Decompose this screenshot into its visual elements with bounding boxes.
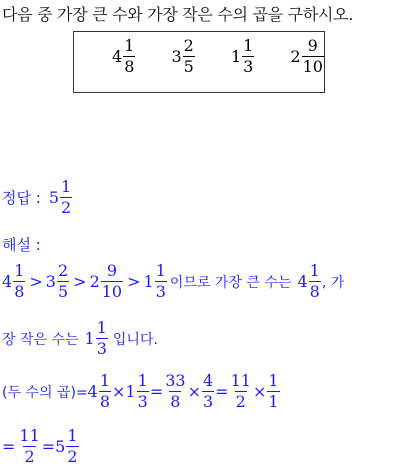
number-1-whole: 4 bbox=[112, 47, 123, 66]
number-2 bbox=[171, 38, 195, 75]
line1-text: 이므로 가장 큰 수는 bbox=[169, 274, 292, 291]
line3-a bbox=[88, 373, 112, 410]
line2-pre: 장 작은 수는 bbox=[2, 331, 79, 348]
whole-number: 5 bbox=[55, 437, 66, 456]
whole-number: 2 bbox=[89, 272, 100, 291]
fraction-denominator: 3 bbox=[202, 392, 214, 411]
fraction bbox=[309, 263, 321, 300]
line4-h bbox=[55, 428, 79, 465]
fraction-numerator: 1 bbox=[137, 371, 148, 390]
line1-n5 bbox=[297, 263, 321, 300]
fraction-denominator: 8 bbox=[14, 282, 25, 301]
whole-number: 4 bbox=[297, 272, 308, 291]
fraction-numerator: 1 bbox=[309, 261, 320, 280]
whole-number: 1 bbox=[84, 329, 95, 348]
whole-number: 4 bbox=[87, 382, 98, 401]
fraction-denominator: 3 bbox=[137, 392, 148, 411]
fraction bbox=[183, 38, 195, 75]
explanation-label: 해설 : bbox=[2, 236, 41, 254]
gt-sign-1: > bbox=[29, 272, 43, 291]
fraction-denominator: 2 bbox=[235, 392, 246, 411]
fraction-numerator: 1 bbox=[155, 261, 166, 280]
explanation-line-4 bbox=[2, 428, 80, 465]
line3-pre: (두 수의 곱)= bbox=[2, 384, 88, 401]
times-3: × bbox=[252, 382, 267, 401]
fraction-denominator: 8 bbox=[309, 282, 320, 301]
explanation-line-2 bbox=[2, 320, 158, 357]
answer-line bbox=[2, 179, 73, 216]
fraction-denominator: 8 bbox=[170, 392, 181, 411]
fraction-numerator: 11 bbox=[230, 371, 251, 390]
line3-f bbox=[267, 373, 279, 410]
line2-n bbox=[85, 320, 109, 357]
line3-d bbox=[202, 373, 214, 410]
answer-label: 정답 : bbox=[2, 189, 41, 207]
line3-e bbox=[230, 373, 252, 410]
line1-tail: , 가 bbox=[321, 274, 345, 291]
line2-post: 입니다. bbox=[112, 331, 158, 348]
fraction bbox=[66, 428, 78, 465]
fraction-denominator: 3 bbox=[155, 282, 166, 301]
fraction-numerator: 1 bbox=[99, 371, 111, 390]
answer-value bbox=[49, 179, 73, 216]
number-4-num: 9 bbox=[307, 36, 318, 55]
fraction bbox=[96, 320, 108, 357]
times-2: × bbox=[187, 382, 201, 401]
fraction bbox=[155, 263, 167, 300]
whole-number: 1 bbox=[125, 382, 136, 401]
fraction-denominator: 1 bbox=[268, 392, 279, 411]
number-3-den: 3 bbox=[243, 57, 254, 76]
line1-n1 bbox=[2, 263, 26, 300]
line1-n2 bbox=[46, 263, 70, 300]
fraction-denominator: 8 bbox=[99, 392, 111, 411]
fraction-numerator: 9 bbox=[106, 261, 118, 280]
number-3 bbox=[231, 38, 255, 75]
number-1-num: 1 bbox=[124, 36, 135, 55]
fraction-denominator: 5 bbox=[57, 282, 69, 301]
number-list bbox=[112, 38, 325, 75]
whole-number: 3 bbox=[45, 272, 56, 291]
fraction bbox=[99, 373, 111, 410]
number-2-num: 2 bbox=[183, 36, 194, 55]
line4-g bbox=[18, 428, 40, 465]
fraction bbox=[302, 38, 324, 75]
fraction-numerator: 33 bbox=[165, 371, 186, 390]
fraction-denominator: 10 bbox=[101, 282, 123, 301]
line1-n3 bbox=[90, 263, 125, 300]
number-3-num: 1 bbox=[243, 36, 254, 55]
fraction-numerator: 1 bbox=[268, 371, 279, 390]
fraction bbox=[13, 263, 25, 300]
number-4-den: 10 bbox=[302, 57, 323, 76]
fraction-denominator: 2 bbox=[24, 447, 35, 466]
number-1 bbox=[112, 38, 136, 75]
gt-sign-3: > bbox=[127, 272, 141, 291]
fraction bbox=[137, 373, 149, 410]
number-2-den: 5 bbox=[183, 57, 194, 76]
eq-2: = bbox=[215, 382, 229, 401]
line3-c bbox=[164, 373, 186, 410]
number-3-whole: 1 bbox=[230, 47, 242, 66]
eq-3: = bbox=[2, 437, 16, 456]
line3-b bbox=[125, 373, 149, 410]
fraction-numerator: 1 bbox=[67, 426, 78, 445]
fraction-numerator: 1 bbox=[14, 261, 25, 280]
eq-1: = bbox=[149, 382, 164, 401]
fraction-numerator: 4 bbox=[202, 371, 214, 390]
number-1-den: 8 bbox=[124, 57, 135, 76]
line1-n4 bbox=[144, 263, 168, 300]
number-2-whole: 3 bbox=[171, 47, 182, 66]
whole-number: 1 bbox=[143, 272, 154, 291]
fraction-denominator: 2 bbox=[67, 447, 78, 466]
explanation-line-1 bbox=[2, 263, 344, 300]
gt-sign-2: > bbox=[73, 272, 87, 291]
fraction-numerator: 1 bbox=[96, 318, 107, 337]
times-1: × bbox=[112, 382, 126, 401]
explanation-line-3 bbox=[2, 373, 281, 410]
fraction bbox=[101, 263, 123, 300]
fraction bbox=[60, 179, 72, 216]
question-text: 다음 중 가장 큰 수와 가장 작은 수의 곱을 구하시오. bbox=[2, 5, 353, 24]
fraction bbox=[123, 38, 135, 75]
fraction bbox=[57, 263, 69, 300]
whole-number: 4 bbox=[2, 272, 13, 291]
fraction-denominator: 3 bbox=[96, 339, 107, 358]
number-4 bbox=[290, 38, 325, 75]
eq-4: = bbox=[41, 437, 56, 456]
answer-whole: 5 bbox=[48, 188, 59, 207]
answer-num: 1 bbox=[61, 177, 72, 196]
answer-den: 2 bbox=[61, 198, 72, 217]
fraction-numerator: 11 bbox=[19, 426, 40, 445]
fraction bbox=[242, 38, 254, 75]
number-4-whole: 2 bbox=[290, 47, 301, 66]
fraction-numerator: 2 bbox=[57, 261, 69, 280]
